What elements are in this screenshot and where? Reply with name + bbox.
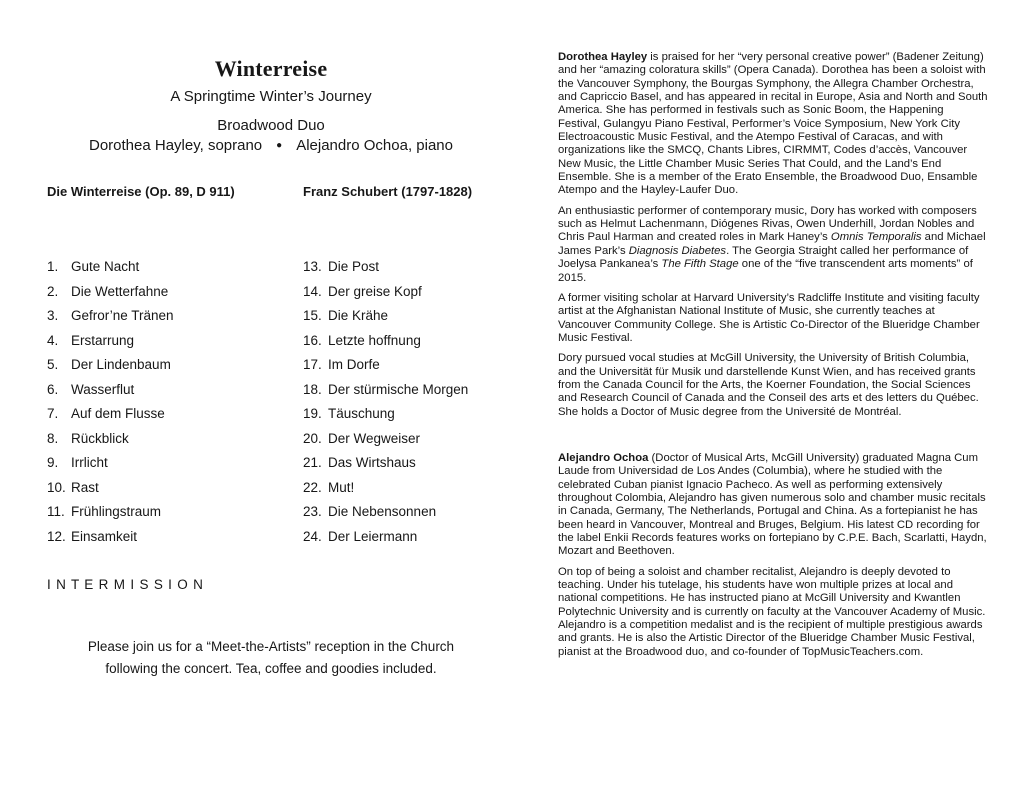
song-item [303,382,502,407]
song-item [303,431,502,456]
song-item [303,259,502,284]
song-number: 10. [47,479,66,495]
song-title: Im Dorfe [328,357,380,372]
song-title: Gute Nacht [71,259,140,274]
song-item [303,308,502,333]
bio-paragraph: Alejandro Ochoa (Doctor of Musical Arts, McGill University) graduated Magna Cum Laude from Universidad de Los Andes (Columbia), where he studied with the celebrated Cuban pianist Ignacio Pacheco. As well as performing extensively throughout Colombia, Alejandro has given numerous solo and chamber music recitals in Canada, Germany, The Netherlands, Portugal and China. As a fortepianist he has been heard in Vancouver, Montreal and Bruges, Belgium. His latest CD recording for the label Enkii Records features works on fortepiano by C.P.E. Bach, Scarlatti, Haydn, Mozart and Beethoven. [558,451,987,558]
song-item [303,333,502,358]
bio-paragraph: Dorothea Hayley is praised for her “very personal creative power” (Badener Zeitung) and her “amazing coloratura skills” (Opera Canada). Dorothea has been a soloist with the Vancouver Symphony, the Bourgas Symphony, the Allegra Chamber Orchestra, and Capriccio Basel, and has appeared in recital in Europe, Asia and North and South America. She has performed in festivals such as Sonic Boom, the Happening Festival, Gulangyu Piano Festival, Performer’s Voice Symposium, New York City Electroacoustic Music Festival, and the Atempo Festival of Caracas, and with organizations like the SMCQ, Chants Libres, CIRMMT, Codes d’accès, Vancouver New Music, the Little Chamber Music Series That Could, and the Land’s End Ensemble. She is a member of the Erato Ensemble, the Broadwood Duo, Ensamble Atempo and the Hayley-Laufer Duo. [558,51,988,197]
reception-note [40,636,502,679]
song-title: Die Nebensonnen [328,504,437,519]
reception-line2: following the concert. Tea, coffee and goodies included. [105,660,437,676]
song-title: Letzte hoffnung [328,332,421,348]
intermission-label: I N T E R M I S S I O N [47,577,204,592]
song-number: 23. [303,504,322,519]
song-title: Wasserflut [71,381,135,397]
bio-dorothea-hayley [558,51,988,419]
song-item [47,455,287,480]
song-number: 17. [303,357,322,372]
song-number: 16. [303,332,322,348]
song-number: 22. [303,479,322,495]
song-number: 18. [303,381,322,397]
performers-line [40,136,502,156]
program-subtitle: A Springtime Winter’s Journey [170,88,372,105]
program-left-column [40,0,502,791]
song-list-second-half [303,259,502,553]
song-title: Erstarrung [71,332,135,348]
song-number: 2. [47,283,59,299]
work-title-heading: Die Winterreise (Op. 89, D 911) [47,184,235,199]
song-number: 24. [303,528,322,544]
song-item [303,529,502,554]
song-title: Täuschung [328,406,395,421]
bio-paragraph: A former visiting scholar at Harvard University’s Radcliffe Institute and visiting faculty artist at the Afghanistan National Institute of Music, she currently teaches at Vancouver Community College. She is Artistic Co-Director of the Blueridge Chamber Music Festival. [558,291,980,344]
song-item [303,480,502,505]
song-number: 21. [303,455,322,470]
song-item [47,308,287,333]
song-title: Die Post [328,259,380,274]
bio-alejandro-ochoa [558,452,988,659]
bullet-separator-icon: ● [276,140,283,151]
song-number: 14. [303,283,322,299]
song-title: Der Wegweiser [328,430,421,446]
song-item [303,406,502,431]
song-title: Das Wirtshaus [328,455,416,470]
song-title: Gefror’ne Tränen [71,308,174,323]
song-item [303,284,502,309]
song-number: 5. [47,357,59,372]
song-number: 9. [47,455,59,470]
song-title: Die Wetterfahne [71,283,169,299]
song-item [303,504,502,529]
song-item [47,259,287,284]
song-title: Frühlingstraum [71,504,162,519]
reception-line1: Please join us for a “Meet-the-Artists” reception in the Church [87,639,455,654]
bio-paragraph: On top of being a soloist and chamber recitalist, Alejandro is deeply devoted to teaching. Under his tutelage, his students have won multiple prizes at local and national competitions. He has instructed piano at McGill University and Kwantlen Polytechnic University and is currently on faculty at the Vancouver Academy of Music. Alejandro is a competition medalist and is the recipient of multiple prestigious awards and grants. He is also the Artistic Director of the Blueridge Chamber Music Festival, pianist at the Broadwood duo, and co-founder of TopMusicTeachers.com. [558,565,986,658]
song-title: Auf dem Flusse [71,406,165,421]
song-title: Rast [71,479,99,495]
song-title: Der greise Kopf [328,283,422,299]
song-title: Der Lindenbaum [71,357,171,372]
song-title: Der Leiermann [328,528,418,544]
page-title: Winterreise [214,56,328,81]
song-title: Die Krähe [328,308,389,323]
bio-paragraph: Dory pursued vocal studies at McGill University, the University of British Columbia, and the Universität für Musik und darstellende Kunst Wien, and has received grants from the Canada Council for the Arts, the Koerner Foundation, the Social Sciences and Research Council of Canada and the Conseil des arts et des letters du Québec. She holds a Doctor of Music degree from the Université de Montréal. [558,352,979,418]
song-item [303,455,502,480]
song-number: 3. [47,308,59,323]
program-header [40,0,502,156]
song-item [47,382,287,407]
song-number: 6. [47,381,59,397]
artist-bios-column [558,51,988,666]
song-number: 7. [47,406,59,421]
song-title: Rückblick [71,430,129,446]
song-number: 4. [47,332,59,348]
song-number: 12. [47,528,66,544]
song-title: Mut! [328,479,355,495]
song-item [47,284,287,309]
song-number: 15. [303,308,322,323]
performer-soprano: Dorothea Hayley, soprano [89,137,263,154]
composer-heading: Franz Schubert (1797-1828) [303,184,473,199]
song-item [47,529,287,554]
song-title: Irrlicht [71,455,108,470]
song-item [47,333,287,358]
song-item [47,357,287,382]
song-number: 20. [303,430,322,446]
song-number: 19. [303,406,322,421]
song-number: 11. [47,504,65,519]
song-list-first-half [47,259,287,553]
bio-paragraph: An enthusiastic performer of contemporary music, Dory has worked with composers such as Helmut Lachenmann, Diógenes Rivas, Owen Underhill, Jordan Nobles and Chris Paul Harman and created roles in Mark Haney’s Omnis Temporalis and Michael James Park’s Diagnosis Diabetes. The Georgia Straight called her performance of Joelysa Pankanea’s The Fifth Stage one of the “five transcendent arts moments” of 2015. [558,204,986,284]
song-item [303,357,502,382]
ensemble-name: Broadwood Duo [217,117,325,134]
song-title: Einsamkeit [71,528,138,544]
song-number: 1. [47,259,59,274]
song-title: Der stürmische Morgen [328,381,469,397]
song-item [47,431,287,456]
song-item [47,480,287,505]
song-number: 13. [303,259,322,274]
song-item [47,406,287,431]
song-item [47,504,287,529]
performer-pianist: Alejandro Ochoa, piano [296,137,453,154]
song-number: 8. [47,430,59,446]
